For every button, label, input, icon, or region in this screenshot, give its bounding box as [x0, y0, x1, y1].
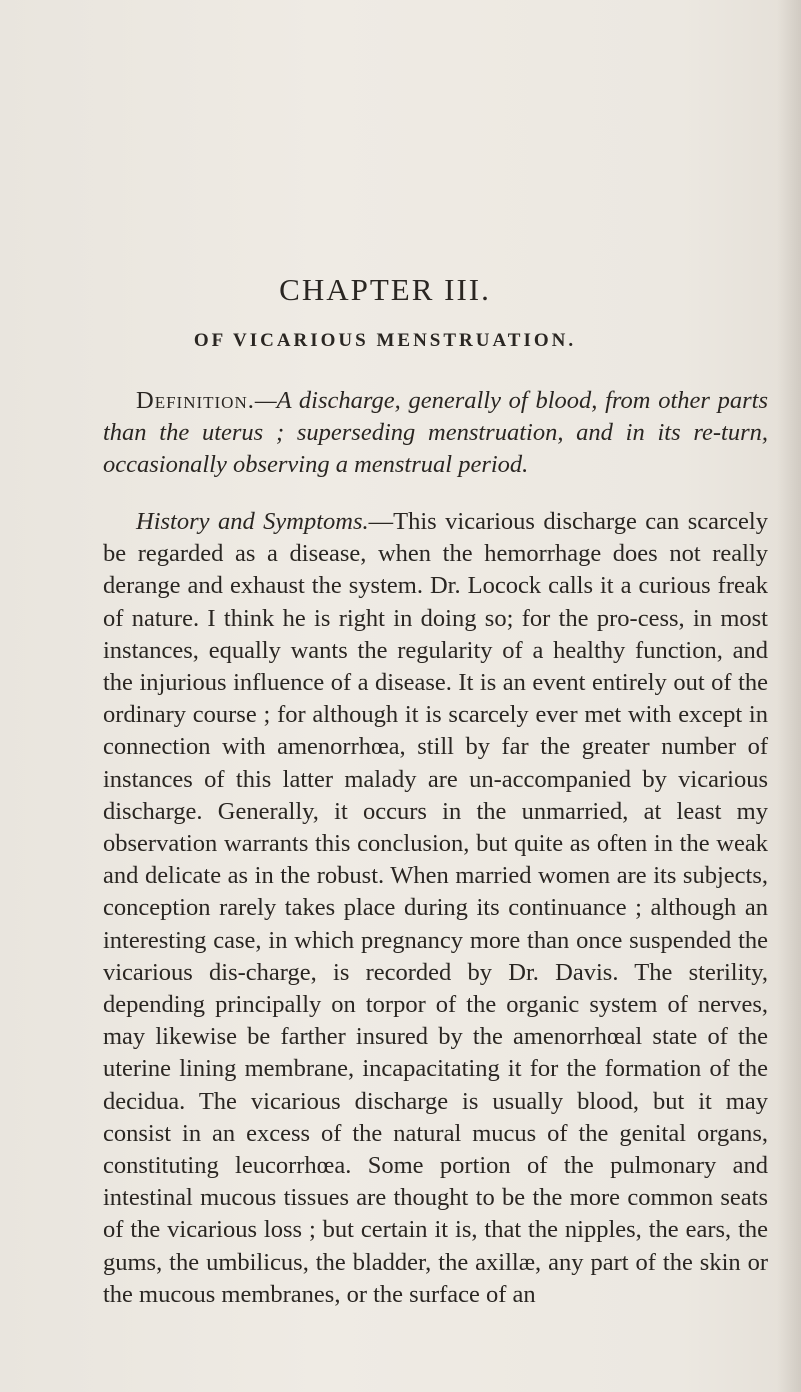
history-text: —This vicarious discharge can scarcely be regarded as a disease, when the hemorrhage does not really derange and exhaust the system. Dr. Locock calls it a curious freak of nature. I think he is right in doing so; for the pro-cess, in most instances, equally wants the regularity of a healthy function, and the injurious influence of a disease. It is an event entirely out of the ordinary course ; for although it is scarcely ever met with except in connection with amenorrhœa, still by far the greater number of instances of this latter malady are un-accompanied by vicarious discharge. Generally, it occurs in the unmarried, at least my observation warrants this conclusion, but quite as often in the weak and delicate as in the robust. When married women are its subjects, conception rarely takes place during its continuance ; although an interesting case, in which pregnancy more than once suspended the vicarious dis-charge, is recorded by Dr. Davis. The sterility, depending principally on torpor of the organic system of nerves, may likewise be farther insured by the amenorrhœal state of the uterine lining membrane, incapacitating it for the formation of the decidua. The vicarious discharge is usually blood, but it may consist in an excess of the natural mucus of the genital organs, constituting leucorrhœa. Some portion of the pulmonary and intestinal mucous tissues are thought to be the more common seats of the vicarious loss ; but certain it is, that the nipples, the ears, the gums, the umbilicus, the bladder, the axillæ, any part of the skin or the mucous membranes, or the surface of an [103, 508, 768, 1308]
history-lead: History and Symptoms. [136, 508, 369, 535]
definition-lead: Definition. [136, 387, 255, 414]
page-edge-shadow [777, 0, 801, 1392]
definition-text: —A discharge, generally of blood, from other parts than the uterus ; superseding menstruation, and in its re-turn, occasionally observing a menstrual period. [103, 387, 768, 478]
history-paragraph [103, 506, 768, 1311]
definition-paragraph [103, 385, 768, 481]
section-title: OF VICARIOUS MENSTRUATION. [193, 330, 577, 351]
chapter-title: CHAPTER III. [279, 272, 491, 307]
